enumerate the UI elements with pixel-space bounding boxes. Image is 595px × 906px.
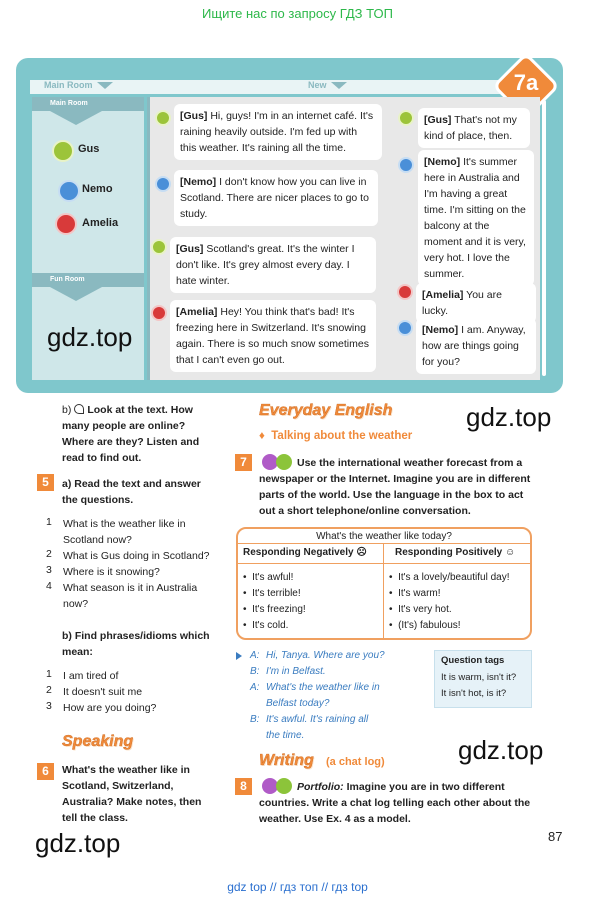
diamond-icon: ♦ (259, 430, 265, 442)
gus-avatar (155, 110, 171, 126)
new-tab[interactable] (308, 80, 347, 90)
weather-box-title: What's the weather like today? (316, 531, 452, 542)
positive-item: • It's a lovely/beautiful day! (389, 572, 510, 583)
dialog-line: It's awful. It's raining all the time. (266, 714, 369, 741)
negative-item: • It's freezing! (243, 604, 306, 615)
exercise-4b-label: b) (62, 404, 72, 416)
box-column-divider (383, 543, 384, 639)
amelia-avatar (55, 213, 77, 235)
chevron-down-icon (331, 82, 347, 89)
negative-item-text: It's cold. (252, 620, 289, 631)
negative-item: • It's cold. (243, 620, 289, 631)
watermark: gdz.top (35, 828, 121, 858)
message-speaker: [Amelia] (176, 306, 218, 318)
message-text: I am. Anyway, how are things going for you? (422, 324, 526, 368)
main-room-arrow (50, 111, 102, 125)
phrase-number: 1 (46, 668, 52, 680)
writing-heading (259, 752, 314, 770)
user-amelia[interactable]: Amelia (82, 217, 119, 229)
positive-item-text: (It's) fabulous! (398, 620, 461, 631)
negative-heading (243, 547, 367, 558)
box-divider (238, 563, 530, 564)
amelia-avatar (397, 284, 413, 300)
chat-toolbar (30, 80, 540, 94)
main-room-tab-label: Main Room (44, 80, 93, 90)
dialog-speaker: A: (250, 650, 260, 661)
message-speaker: [Gus] (176, 243, 204, 255)
dialog-speaker: B: (250, 666, 260, 677)
watermark: gdz.top (458, 735, 544, 765)
message-speaker: [Gus] (180, 110, 208, 122)
message-text: You are lucky. (422, 289, 502, 317)
positive-heading (395, 547, 515, 558)
message-text: Scotland's great. It's the winter I don't like. It's grey almost every day. I hate winter. (176, 243, 355, 287)
question-text: What is Gus doing in Scotland? (63, 550, 210, 562)
question-tag-item: It isn't hot, is it? (441, 688, 507, 699)
question-tags-heading: Question tags (441, 655, 505, 666)
user-gus[interactable]: Gus (78, 143, 100, 155)
negative-heading-label: Responding Negatively (243, 547, 354, 558)
watermark: gdz.top (466, 402, 552, 432)
exercise-4b (62, 402, 212, 466)
top-search-link[interactable]: Ищите нас по запросу ГДЗ ТОП (202, 6, 393, 21)
new-tab-label: New (308, 80, 327, 90)
message-text: That's not my kind of place, then. (424, 114, 517, 142)
question-number: 2 (46, 548, 52, 560)
writing-subheading: (a chat log) (326, 756, 385, 768)
sad-face-icon: ☹ (356, 547, 367, 558)
smile-face-icon: ☺ (505, 547, 516, 558)
dialog-line: What's the weather like in Belfast today? (266, 682, 380, 709)
watermark: gdz.top (47, 322, 133, 352)
dialog-speaker: A: (250, 682, 260, 693)
positive-item-text: It's warm! (398, 588, 441, 599)
negative-item-text: It's terrible! (252, 588, 301, 599)
talking-weather-heading (259, 430, 412, 442)
chat-message (416, 283, 536, 323)
message-speaker: [Gus] (424, 114, 452, 126)
fun-room-arrow (50, 287, 102, 301)
exercise-5a-instruction: a) Read the text and answer the questions. (62, 478, 201, 506)
page-number: 87 (548, 829, 563, 844)
gus-avatar (52, 140, 74, 162)
dialog-speaker: B: (250, 714, 260, 725)
main-room-heading: Main Room (32, 97, 144, 111)
positive-item: • It's very hot. (389, 604, 452, 615)
exercise-7-number: 7 (235, 454, 252, 471)
exercise-4b-text: Look at the text. How many people are online? Where are they? Listen and read to find out. (62, 404, 200, 464)
chat-message (174, 104, 382, 160)
dialog-line: I'm in Belfast. (266, 666, 326, 677)
dialog-line: Hi, Tanya. Where are you? (266, 650, 385, 661)
message-text: Hey! You think that's bad! It's freezing here in Switzerland. It's snowing again. There is so much snow sometimes that I can't even go out. (176, 306, 369, 366)
message-speaker: [Nemo] (424, 156, 461, 168)
user-nemo[interactable]: Nemo (82, 183, 113, 195)
positive-item: • (It's) fabulous! (389, 620, 461, 631)
question-number: 1 (46, 516, 52, 528)
speaking-heading: Speaking (62, 733, 134, 750)
chat-message (170, 300, 376, 372)
question-number: 4 (46, 580, 52, 592)
phrase-text: I am tired of (63, 670, 119, 682)
positive-item-text: It's very hot. (398, 604, 452, 615)
message-speaker: [Amelia] (422, 289, 464, 301)
chat-message (170, 237, 376, 293)
positive-heading-label: Responding Positively (395, 547, 503, 558)
phrase-text: How are you doing? (63, 702, 157, 714)
exercise-5-number: 5 (37, 474, 54, 491)
question-number: 3 (46, 564, 52, 576)
box-divider (238, 543, 530, 544)
fun-room-heading: Fun Room (32, 273, 144, 287)
negative-item-text: It's freezing! (252, 604, 306, 615)
phrase-text: It doesn't suit me (63, 686, 143, 698)
unit-badge-label: 7a (513, 70, 539, 95)
talking-weather-label: Talking about the weather (271, 430, 413, 442)
play-arrow-icon (236, 652, 242, 660)
nemo-avatar (398, 157, 414, 173)
chat-message (418, 108, 530, 148)
main-room-tab[interactable] (44, 80, 113, 90)
message-speaker: [Nemo] (180, 176, 217, 188)
chat-message (416, 318, 536, 374)
message-text: Hi, guys! I'm in an internet café. It's raining heavily outside. I'm fed up with this weather. It's raining all the time. (180, 110, 374, 154)
negative-item: • It's awful! (243, 572, 294, 583)
phrase-number: 3 (46, 700, 52, 712)
exercise-6-number: 6 (37, 763, 54, 780)
negative-item: • It's terrible! (243, 588, 301, 599)
exercise-8-text (259, 779, 539, 827)
message-speaker: [Nemo] (422, 324, 459, 336)
positive-item-text: It's a lovely/beautiful day! (398, 572, 510, 583)
message-text: It's summer here in Australia and I'm having a great time. I'm sitting on the balcony at the moment and it is very, very hot. I love the summer. (424, 156, 526, 280)
exercise-5b-instruction: b) Find phrases/idioms which mean: (62, 630, 210, 658)
everyday-english-heading: Everyday English (259, 402, 393, 419)
writing-heading-label: Writing (259, 752, 314, 769)
footer-links[interactable]: gdz top // гдз топ // гдз top (227, 880, 368, 894)
chat-message (174, 170, 378, 226)
message-text: I don't know how you can live in Scotland. There are nicer places to go to study. (180, 176, 369, 220)
positive-item: • It's warm! (389, 588, 441, 599)
chat-message (418, 150, 534, 286)
question-text: Where is it snowing? (63, 566, 160, 578)
exercise-6-text: What's the weather like in Scotland, Switzerland, Australia? Make notes, then tell the class. (62, 764, 202, 824)
question-text: What season is it in Australia now? (63, 582, 198, 610)
chevron-down-icon (97, 82, 113, 89)
headphones-icon (74, 404, 84, 414)
phrase-number: 2 (46, 684, 52, 696)
gus-avatar (151, 239, 167, 255)
question-text: What is the weather like in Scotland now? (63, 518, 186, 546)
nemo-avatar (58, 180, 80, 202)
nemo-avatar (155, 176, 171, 192)
negative-item-text: It's awful! (252, 572, 294, 583)
exercise-8-number: 8 (235, 778, 252, 795)
exercise-8-body: Imagine you are in two different countries. Write a chat log telling each other about the weather. Use Ex. 4 as a model. (259, 781, 531, 825)
question-tag-item: It is warm, isn't it? (441, 672, 517, 683)
portfolio-label: Portfolio: (297, 781, 344, 793)
nemo-avatar (397, 320, 413, 336)
gus-avatar (398, 110, 414, 126)
exercise-7-text: Use the international weather forecast from a newspaper or the Internet. Imagine you are in different parts of the world. Use the language in the box to act out a short telephone/online conversation. (259, 457, 531, 517)
chat-scrollbar[interactable] (542, 100, 546, 376)
amelia-avatar (151, 305, 167, 321)
